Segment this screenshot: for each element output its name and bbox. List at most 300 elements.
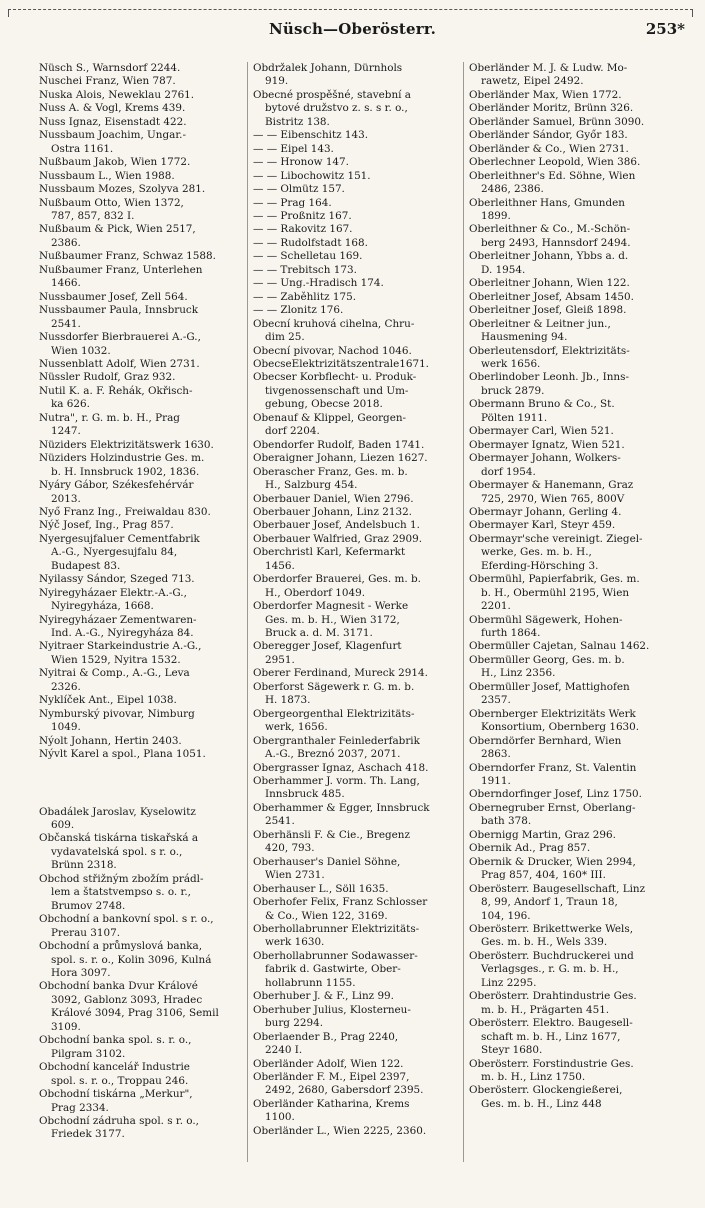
entry-name-line: — — Schelletau 169.: [253, 250, 363, 263]
directory-entry: [253, 223, 458, 236]
directory-entry: [253, 345, 458, 358]
entry-name-line: Oberleitner Johann, Wien 122.: [469, 277, 630, 290]
entry-name-line: Oberdorfer Magnesit - Werke: [253, 600, 409, 613]
column-divider: [463, 62, 464, 1162]
directory-entry: [253, 1071, 458, 1098]
entry-name-line: Oberleutensdorf, Elektrizitäts-: [469, 344, 630, 357]
entry-continuation-line: Králové 3094, Prag 3106, Semil: [51, 1007, 219, 1020]
entry-name-line: Obchod střižným zbožím prádl-: [39, 872, 204, 885]
entry-name-line: Oberleithner & Co., M.-Schön-: [469, 223, 631, 236]
entry-continuation-line: 2492, 2680, Gabersdorf 2395.: [265, 1084, 424, 1097]
directory-entry: [469, 143, 679, 156]
entry-name-line: Obernberger Elektrizitäts Werk: [469, 707, 636, 720]
entry-continuation-line: Wien 1032.: [51, 344, 111, 357]
directory-entry: [253, 1031, 458, 1058]
directory-entry: [469, 1058, 679, 1085]
directory-entry: [39, 250, 245, 263]
entry-name-line: Oberaigner Johann, Liezen 1627.: [253, 452, 428, 465]
entry-continuation-line: 1911.: [481, 775, 511, 788]
entry-name-line: — — Ung.-Hradisch 174.: [253, 277, 384, 290]
directory-entry: [469, 950, 679, 990]
directory-entry: [253, 950, 458, 990]
entry-name-line: Obermayr Johann, Gerling 4.: [469, 505, 622, 518]
directory-entry: [253, 1004, 458, 1031]
entry-name-line: Obermüller Josef, Mattighofen: [469, 680, 630, 693]
directory-entry: [39, 735, 245, 748]
directory-entry: [469, 129, 679, 142]
entry-name-line: Obergranthaler Feinlederfabrik: [253, 734, 420, 747]
entry-continuation-line: schaft m. b. H., Linz 1677,: [481, 1030, 621, 1043]
entry-name-line: Oberländer Samuel, Brünn 3090.: [469, 115, 645, 128]
entry-continuation-line: Friedek 3177.: [51, 1128, 125, 1141]
directory-entry: [253, 546, 458, 573]
entry-name-line: Nußbaum Jakob, Wien 1772.: [39, 156, 191, 169]
entry-name-line: Oberhuber J. & F., Linz 99.: [253, 990, 394, 1003]
entry-name-line: Nußbaum Otto, Wien 1372,: [39, 196, 184, 209]
directory-entry: [39, 170, 245, 183]
entry-name-line: Obermüller Georg, Ges. m. b.: [469, 653, 625, 666]
entry-name-line: Oberleitner Josef, Gleiß 1898.: [469, 304, 627, 317]
entry-name-line: Nutil K. a. F. Řehák, Okřisch-: [39, 384, 193, 397]
entry-name-line: Oberbauer Josef, Andelsbuch 1.: [253, 519, 420, 532]
entry-continuation-line: m. b. H., Prägarten 451.: [481, 1003, 610, 1016]
entry-continuation-line: 2541.: [51, 317, 81, 330]
entry-continuation-line: 420, 793.: [265, 842, 315, 855]
directory-entry: [469, 479, 679, 506]
entry-name-line: Obermayer Johann, Wolkers-: [469, 452, 621, 465]
directory-entry: [39, 102, 245, 115]
entry-name-line: Oberndorfinger Josef, Linz 1750.: [469, 788, 642, 801]
directory-entry: [253, 304, 458, 317]
entry-continuation-line: Wien 1529, Nyitra 1532.: [51, 653, 181, 666]
directory-entry: [253, 277, 458, 290]
entry-name-line: Obermühl, Papierfabrik, Ges. m.: [469, 573, 640, 586]
entry-continuation-line: Ind. A.-G., Nyiregyháza 84.: [51, 627, 194, 640]
directory-entry: [39, 1061, 245, 1088]
entry-name-line: Oberndörfer Bernhard, Wien: [469, 734, 622, 747]
entry-continuation-line: lem a štatstvempso s. o. r.,: [51, 886, 191, 899]
directory-entry: [469, 842, 679, 855]
entry-continuation-line: 787, 857, 832 I.: [51, 209, 135, 222]
directory-entry: [469, 883, 679, 923]
directory-entry: [469, 533, 679, 573]
entry-name-line: Nüziders Holzindustrie Ges. m.: [39, 452, 205, 465]
entry-name-line: Oberländer Adolf, Wien 122.: [253, 1057, 404, 1070]
entry-continuation-line: Bruck a. d. M. 3171.: [265, 627, 373, 640]
directory-entry: [253, 667, 458, 680]
entry-name-line: Oberländer L., Wien 2225, 2360.: [253, 1124, 427, 1137]
directory-entry: [469, 614, 679, 641]
entry-continuation-line: 104, 196.: [481, 909, 531, 922]
entry-continuation-line: Ges. m. b. H., Wels 339.: [481, 936, 608, 949]
entry-continuation-line: 2951.: [265, 653, 295, 666]
entry-continuation-line: Brünn 2318.: [51, 859, 117, 872]
page-number: 253*: [645, 20, 685, 38]
directory-entry: [253, 170, 458, 183]
entry-name-line: Nußbaumer Franz, Schwaz 1588.: [39, 250, 216, 263]
entry-continuation-line: Ostra 1161.: [51, 142, 114, 155]
directory-entry: [39, 223, 245, 250]
entry-continuation-line: Pilgram 3102.: [51, 1047, 126, 1060]
entry-continuation-line: spol. s. r. o., Kolin 3096, Kulná: [51, 953, 212, 966]
directory-entry: [39, 694, 245, 707]
entry-name-line: Nýč Josef, Ing., Prag 857.: [39, 519, 174, 532]
directory-entry: [469, 654, 679, 681]
entry-name-line: Nymburský pivovar, Nimburg: [39, 707, 195, 720]
entry-continuation-line: ka 626.: [51, 398, 90, 411]
entry-continuation-line: Wien 2731.: [265, 869, 325, 882]
entry-name-line: Oberhänsli F. & Cie., Bregenz: [253, 828, 410, 841]
directory-entry: [253, 439, 458, 452]
entry-name-line: Obernegruber Ernst, Oberlang-: [469, 801, 636, 814]
entry-name-line: Obecní kruhová cihelna, Chru-: [253, 317, 415, 330]
entry-continuation-line: hollabrunn 1155.: [265, 976, 356, 989]
entry-continuation-line: bath 378.: [481, 815, 532, 828]
entry-continuation-line: b. H. Innsbruck 1902, 1836.: [51, 465, 200, 478]
entry-name-line: Obchodní banka spol. s. r. o.,: [39, 1034, 192, 1047]
entry-name-line: Oberlaender B., Prag 2240,: [253, 1030, 399, 1043]
directory-entry: [39, 506, 245, 519]
directory-entry: [469, 856, 679, 883]
entry-continuation-line: Innsbruck 485.: [265, 788, 345, 801]
entry-name-line: Obecní pivovar, Nachod 1046.: [253, 344, 412, 357]
directory-entry: [469, 573, 679, 613]
entry-continuation-line: b. H., Obermühl 2195, Wien: [481, 586, 630, 599]
entry-name-line: Oberhammer & Egger, Innsbruck: [253, 801, 430, 814]
entry-name-line: — — Hronow 147.: [253, 156, 349, 169]
entry-name-line: Nuschei Franz, Wien 787.: [39, 75, 176, 88]
directory-entry: [253, 708, 458, 735]
directory-entry: [469, 89, 679, 102]
entry-continuation-line: 2013.: [51, 492, 81, 505]
entry-name-line: Nussbaum Mozes, Szolyva 281.: [39, 183, 206, 196]
directory-entry: [253, 358, 458, 371]
entry-name-line: Oberbauer Johann, Linz 2132.: [253, 505, 412, 518]
directory-entry: [469, 156, 679, 169]
entry-name-line: Oberländer Moritz, Brünn 326.: [469, 102, 634, 115]
entry-continuation-line: 8, 99, Andorf 1, Traun 18,: [481, 896, 618, 909]
directory-entry: [469, 318, 679, 345]
directory-entry: [39, 129, 245, 156]
entry-continuation-line: H., Linz 2356.: [481, 667, 556, 680]
entry-name-line: Oberbauer Walfried, Graz 2909.: [253, 532, 423, 545]
column-3: [469, 62, 679, 1111]
directory-entry: [39, 452, 245, 479]
entry-name-line: Nussenblatt Adolf, Wien 2731.: [39, 357, 200, 370]
entry-name-line: Obermayer Ignatz, Wien 521.: [469, 438, 625, 451]
entry-continuation-line: Budapest 83.: [51, 559, 121, 572]
directory-entry: [469, 452, 679, 479]
entry-name-line: Oberländer Katharina, Krems: [253, 1097, 410, 1110]
directory-entry: [253, 466, 458, 493]
entry-name-line: Nyő Franz Ing., Freiwaldau 830.: [39, 505, 211, 518]
entry-continuation-line: rawetz, Eipel 2492.: [481, 75, 584, 88]
entry-name-line: — — Eipel 143.: [253, 142, 334, 155]
directory-entry: [469, 519, 679, 532]
entry-name-line: Oberösterr. Glockengießerei,: [469, 1084, 623, 1097]
entry-name-line: Obchodní kancelář Industrie: [39, 1061, 190, 1074]
directory-entry: [469, 439, 679, 452]
entry-name-line: Oberösterr. Brikettwerke Wels,: [469, 923, 634, 935]
entry-name-line: Obermayer Carl, Wien 521.: [469, 425, 614, 438]
directory-entry: [469, 291, 679, 304]
entry-continuation-line: 1466.: [51, 277, 81, 290]
directory-entry: [469, 681, 679, 708]
entry-name-line: Obchodní a průmyslová banka,: [39, 940, 203, 953]
directory-entry: [39, 614, 245, 641]
directory-entry: [39, 1034, 245, 1061]
directory-entry: [253, 775, 458, 802]
directory-entry: [39, 708, 245, 735]
top-dashed-rule: [8, 9, 693, 10]
directory-entry: [253, 802, 458, 829]
directory-entry: [39, 197, 245, 224]
directory-entry: [469, 923, 679, 950]
entry-continuation-line: Prag 857, 404, 160* III.: [481, 869, 606, 882]
entry-name-line: Obergrasser Ignaz, Aschach 418.: [253, 761, 429, 774]
entry-name-line: — — Libochowitz 151.: [253, 169, 371, 182]
entry-continuation-line: Steyr 1680.: [481, 1044, 543, 1057]
directory-entry: [39, 412, 245, 439]
entry-name-line: Oberländer & Co., Wien 2731.: [469, 142, 629, 155]
entry-name-line: Nussbaumer Paula, Innsbruck: [39, 304, 199, 317]
page-title: Nüsch—Oberösterr.: [268, 20, 437, 38]
entry-name-line: Nußbaumer Franz, Unterlehen: [39, 263, 203, 276]
entry-continuation-line: berg 2493, Hannsdorf 2494.: [481, 236, 631, 249]
entry-name-line: Nussdorfer Bierbrauerei A.-G.,: [39, 331, 201, 344]
entry-continuation-line: A.-G., Breznó 2037, 2071.: [265, 748, 401, 761]
entry-continuation-line: 919.: [265, 75, 289, 88]
directory-entry: [39, 291, 245, 304]
directory-entry: [469, 802, 679, 829]
entry-continuation-line: vydavatelská spol. s r. o.,: [51, 845, 183, 858]
directory-entry: [39, 439, 245, 452]
entry-continuation-line: 1247.: [51, 425, 81, 438]
entry-name-line: Obchodní banka Dvur Králové: [39, 980, 198, 993]
directory-entry: [469, 506, 679, 519]
entry-continuation-line: tivgenossenschaft und Um-: [265, 384, 409, 397]
entry-continuation-line: 2863.: [481, 748, 511, 761]
entry-continuation-line: 3109.: [51, 1020, 81, 1033]
entry-name-line: Nývlt Karel a spol., Plana 1051.: [39, 748, 206, 761]
directory-entry: [253, 640, 458, 667]
directory-entry: [39, 573, 245, 586]
entry-name-line: Nussbaum Joachim, Ungar.-: [39, 129, 186, 142]
directory-entry: [469, 250, 679, 277]
directory-entry: [253, 183, 458, 196]
entry-continuation-line: bytové družstvo z. s. s r. o.,: [265, 102, 408, 115]
directory-entry: [253, 452, 458, 465]
entry-continuation-line: fabrik d. Gastwirte, Ober-: [265, 963, 401, 976]
directory-entry: [469, 170, 679, 197]
directory-entry: [39, 640, 245, 667]
entry-name-line: Nuska Alois, Neweklau 2761.: [39, 88, 195, 101]
entry-continuation-line: Hora 3097.: [51, 967, 111, 979]
directory-entry: [39, 304, 245, 331]
directory-entry: [469, 197, 679, 224]
entry-name-line: Nuss Ignaz, Eisenstadt 422.: [39, 115, 187, 128]
entry-name-line: Oberegger Josef, Klagenfurt: [253, 640, 402, 653]
entry-name-line: Oberleithner Hans, Gmunden: [469, 196, 625, 209]
entry-continuation-line: bruck 2879.: [481, 384, 545, 397]
directory-entry: [469, 990, 679, 1017]
entry-continuation-line: werk 1630.: [265, 936, 325, 949]
directory-entry: [39, 667, 245, 694]
directory-entry: [39, 264, 245, 291]
entry-name-line: Obermayer & Hanemann, Graz: [469, 479, 634, 492]
entry-name-line: Oberhollabrunner Elektrizitäts-: [253, 923, 420, 935]
entry-continuation-line: werke, Ges. m. b. H.,: [481, 546, 592, 559]
entry-name-line: Nyiregyházaer Elektr.-A.-G.,: [39, 586, 187, 599]
directory-entry: [39, 385, 245, 412]
entry-name-line: Nyklíček Ant., Eipel 1038.: [39, 694, 177, 707]
entry-continuation-line: Ges. m. b. H., Linz 448: [481, 1097, 602, 1110]
directory-entry: [253, 412, 458, 439]
entry-continuation-line: Verlagsges., r. G. m. b. H.,: [481, 963, 619, 976]
entry-continuation-line: Eferding-Hörsching 3.: [481, 559, 599, 572]
directory-entry: [253, 210, 458, 223]
entry-name-line: Oberchristl Karl, Kefermarkt: [253, 546, 406, 559]
directory-entry: [39, 913, 245, 940]
entry-name-line: Obermayer Karl, Steyr 459.: [469, 519, 616, 532]
entry-name-line: Oberlindober Leonh. Jb., Inns-: [469, 371, 629, 384]
directory-entry: [469, 116, 679, 129]
directory-entry: [39, 748, 245, 761]
entry-name-line: — — Rakovitz 167.: [253, 223, 353, 236]
entry-name-line: Oberbauer Daniel, Wien 2796.: [253, 492, 414, 505]
directory-entry: [253, 1125, 458, 1138]
directory-entry: [253, 62, 458, 89]
directory-entry: [39, 89, 245, 102]
directory-entry: [253, 197, 458, 210]
directory-entry: [253, 506, 458, 519]
directory-entry: [253, 923, 458, 950]
directory-entry: [39, 479, 245, 506]
entry-name-line: Obergeorgenthal Elektrizitäts-: [253, 707, 415, 720]
entry-name-line: Nüsch S., Warnsdorf 2244.: [39, 62, 181, 74]
entry-continuation-line: H. 1873.: [265, 694, 311, 707]
column-divider: [247, 62, 248, 1162]
directory-entry: [39, 62, 245, 75]
entry-continuation-line: & Co., Wien 122, 3169.: [265, 909, 388, 922]
entry-name-line: Oberösterr. Baugesellschaft, Linz: [469, 882, 646, 895]
directory-entry: [469, 304, 679, 317]
directory-entry: [39, 183, 245, 196]
entry-name-line: Oberösterr. Elektro. Baugesell-: [469, 1017, 633, 1030]
entry-name-line: Obermayr'sche vereinigt. Ziegel-: [469, 532, 643, 545]
entry-continuation-line: 2541.: [265, 815, 295, 828]
entry-name-line: Obenauf & Klippel, Georgen-: [253, 411, 407, 424]
entry-name-line: Obecné prospěšné, stavební a: [253, 88, 411, 101]
entry-name-line: Obchodní tiskárna „Merkur",: [39, 1088, 193, 1101]
entry-continuation-line: 2240 I.: [265, 1044, 303, 1057]
directory-entry: [253, 533, 458, 546]
directory-entry: [253, 681, 458, 708]
entry-name-line: Oberösterr. Forstindustrie Ges.: [469, 1057, 634, 1070]
directory-entry: [253, 1058, 458, 1071]
directory-entry: [253, 371, 458, 411]
entry-name-line: Obernik Ad., Prag 857.: [469, 842, 591, 855]
directory-entry: [253, 264, 458, 277]
directory-entry: [469, 277, 679, 290]
entry-name-line: Obdržalek Johann, Dürnhols: [253, 62, 403, 74]
directory-entry: [39, 1088, 245, 1115]
entry-continuation-line: 2386.: [51, 236, 81, 249]
directory-entry: [253, 735, 458, 762]
entry-continuation-line: H., Oberdorf 1049.: [265, 586, 366, 599]
entry-name-line: Oberländer Max, Wien 1772.: [469, 88, 622, 101]
directory-entry: [39, 75, 245, 88]
section-gap: [39, 762, 245, 806]
entry-name-line: Nyitrai & Comp., A.-G., Leva: [39, 667, 190, 680]
directory-entry: [39, 358, 245, 371]
directory-entry: [39, 533, 245, 573]
directory-entry: [253, 143, 458, 156]
directory-entry: [469, 1017, 679, 1057]
entry-name-line: Oberascher Franz, Ges. m. b.: [253, 465, 408, 478]
directory-entry: [253, 493, 458, 506]
entry-name-line: Nyáry Gábor, Székesfehérvár: [39, 479, 194, 492]
column-2: [253, 62, 458, 1138]
directory-entry: [253, 1098, 458, 1125]
directory-entry: [469, 708, 679, 735]
directory-entry: [39, 832, 245, 872]
directory-entry: [39, 331, 245, 358]
entry-continuation-line: werk, 1656.: [265, 721, 328, 734]
entry-name-line: Oberdorfer Brauerei, Ges. m. b.: [253, 573, 421, 586]
directory-entry: [253, 829, 458, 856]
directory-entry: [469, 398, 679, 425]
entry-name-line: Nüziders Elektrizitätswerk 1630.: [39, 438, 214, 451]
entry-continuation-line: furth 1864.: [481, 627, 541, 640]
entry-continuation-line: D. 1954.: [481, 263, 526, 276]
entry-continuation-line: dim 25.: [265, 331, 305, 344]
entry-continuation-line: 725, 2970, Wien 765, 800V: [481, 492, 625, 505]
entry-continuation-line: dorf 2204.: [265, 425, 320, 438]
entry-name-line: Nußbaum & Pick, Wien 2517,: [39, 223, 196, 236]
entry-continuation-line: 609.: [51, 819, 75, 832]
entry-name-line: Oberländer Sándor, Győr 183.: [469, 129, 628, 142]
directory-entry: [253, 990, 458, 1003]
entry-continuation-line: A.-G., Nyergesujfalu 84,: [51, 546, 178, 559]
entry-name-line: — — Eibenschitz 143.: [253, 129, 369, 142]
entry-name-line: Obernik & Drucker, Wien 2994,: [469, 855, 636, 868]
entry-name-line: Obchodní a bankovní spol. s r. o.,: [39, 913, 214, 926]
entry-continuation-line: Konsortium, Obernberg 1630.: [481, 721, 640, 734]
entry-name-line: Oberleithner's Ed. Söhne, Wien: [469, 169, 636, 182]
entry-name-line: Oberösterr. Drahtindustrie Ges.: [469, 990, 637, 1003]
entry-continuation-line: 2326.: [51, 680, 81, 693]
top-right-tick: [692, 9, 693, 17]
directory-entry: [469, 829, 679, 842]
directory-entry: [469, 788, 679, 801]
entry-name-line: Oberhofer Felix, Franz Schlosser: [253, 896, 428, 909]
entry-continuation-line: Hausmening 94.: [481, 331, 568, 344]
entry-name-line: Obermühl Sägewerk, Hohen-: [469, 613, 623, 626]
directory-entry: [253, 856, 458, 883]
directory-entry: [253, 129, 458, 142]
entry-continuation-line: 2357.: [481, 694, 511, 707]
entry-continuation-line: Brumov 2748.: [51, 899, 126, 912]
directory-entry: [39, 806, 245, 833]
column-1: [39, 62, 245, 1142]
entry-continuation-line: Bistritz 138.: [265, 115, 330, 128]
entry-name-line: Oberleitner Johann, Ybbs a. d.: [469, 250, 629, 263]
directory-entry: [253, 600, 458, 640]
directory-entry: [469, 1084, 679, 1111]
entry-name-line: Oberhauser's Daniel Söhne,: [253, 855, 401, 868]
directory-entry: [253, 762, 458, 775]
